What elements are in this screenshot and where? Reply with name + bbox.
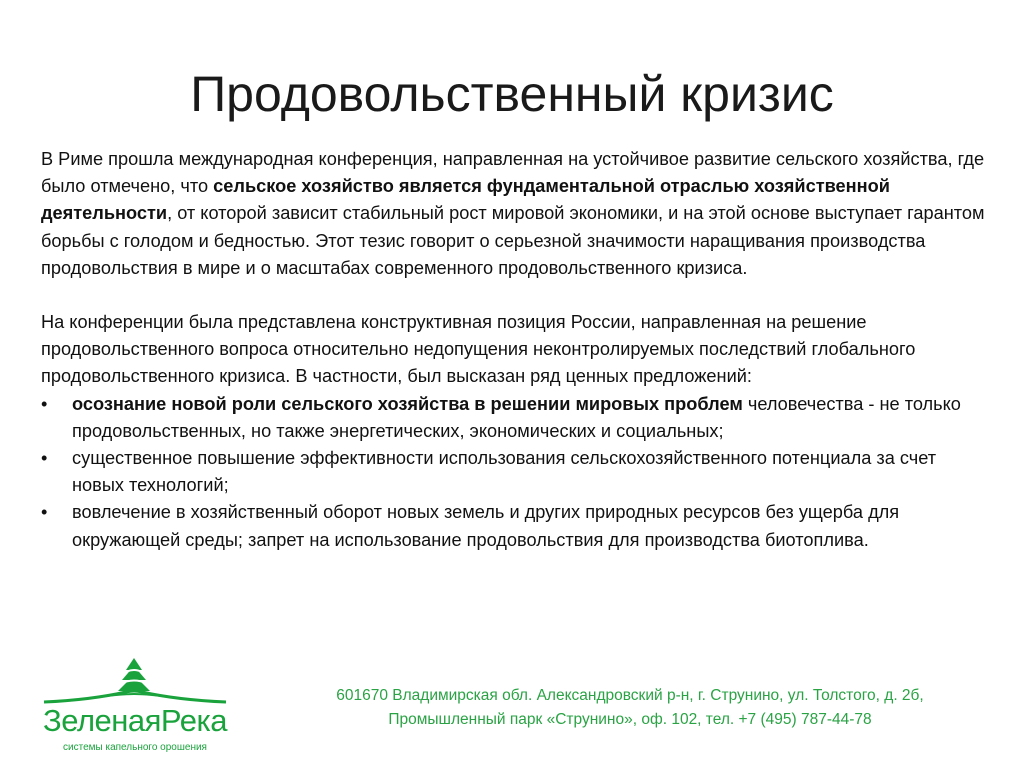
proposal-list (41, 391, 991, 554)
paragraph-1-bold: сельское хозяйство является фундаментальной отраслью хозяйственной деятельности (41, 176, 890, 224)
paragraph-1-text-b: , от которой зависит стабильный рост мировой экономики, и на этой основе выступает гарантом борьбы с голодом и бедностью. Этот тезис говорит о серьезной значимости наращивания производства продовольствия в мире и о масштабах современного продовольственного кризиса. (41, 203, 985, 278)
list-item-text: вовлечение в хозяйственный оборот новых земель и других природных ресурсов без ущерба для окружающей среды; запрет на использование продовольствия для производства биотоплива. (72, 502, 900, 550)
paragraph-gap (41, 282, 991, 309)
slide-title: Продовольственный кризис (190, 66, 834, 122)
footer-line-2: Промышленный парк «Струнино», оф. 102, тел. +7 (495) 787-44-78 (388, 711, 872, 728)
company-logo (30, 656, 240, 756)
list-item-text: существенное повышение эффективности использования сельскохозяйственного потенциала за счет новых технологий; (72, 448, 937, 496)
list-item-text: человечества - не только продовольственных, но также энергетических, экономических и социальных; (72, 393, 961, 441)
paragraph-2: На конференции была представлена конструктивная позиция России, направленная на решение продовольственного вопроса относительно недопущения неконтролируемых последствий глобального продовольственного кризиса. В частности, был высказан ряд ценных предложений: (41, 312, 916, 387)
list-item (41, 391, 991, 445)
footer-line-1: 601670 Владимирская обл. Александровский р-н, г. Струнино, ул. Толстого, д. 2б, (336, 687, 924, 704)
logo-name: ЗеленаяРека (43, 703, 227, 738)
logo-tagline: системы капельного орошения (63, 742, 207, 753)
slide-body (41, 146, 991, 554)
tree-wave-icon (30, 656, 240, 706)
paragraph-1-text-a: В Риме прошла международная конференция, направленная на устойчивое развитие сельского хозяйства, где было отмечено, что (41, 149, 985, 197)
list-item (41, 445, 991, 499)
footer-address (250, 684, 1010, 732)
list-item-bold: осознание новой роли сельского хозяйства в решении мировых проблем (72, 393, 743, 414)
list-item (41, 499, 991, 553)
paragraph-1 (41, 146, 991, 282)
